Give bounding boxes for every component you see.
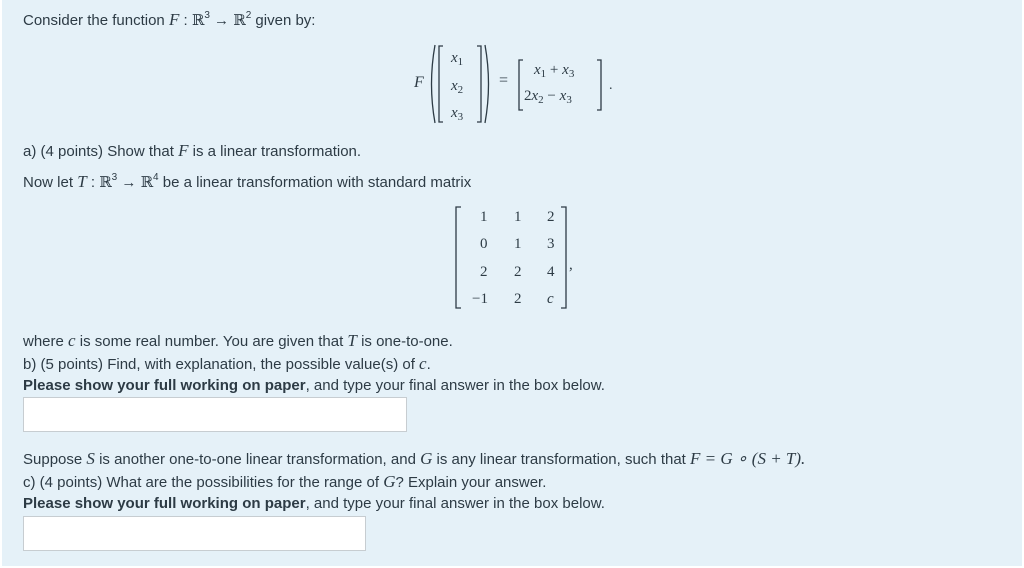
instruction-1-rest: , and type your final answer in the box below. <box>305 377 605 394</box>
instruction-line-1 <box>23 377 605 394</box>
answer-b-input[interactable] <box>23 397 407 432</box>
matrix-cell: 2 <box>547 209 555 225</box>
now-let-colon: : <box>90 174 96 191</box>
now-let-pow4: 4 <box>153 172 159 183</box>
def-row1: $x_1 + x_3$ <box>534 62 575 80</box>
left-bracket <box>439 46 443 122</box>
matrix-cell: 3 <box>547 236 555 252</box>
matrix-cell: 1 <box>514 236 522 252</box>
now-let-R1: ℝ <box>99 173 112 191</box>
instruction-1-bold: Please show your full working on paper <box>23 377 306 394</box>
part-c-post: ? Explain your answer. <box>395 474 547 491</box>
now-let-arrow: → <box>121 174 137 191</box>
intro-F: F <box>168 10 180 29</box>
matrix-cell: 4 <box>547 264 555 280</box>
now-let-pre: Now let <box>23 174 74 191</box>
def-equals: = <box>499 72 509 89</box>
intro-tail: given by: <box>255 12 316 29</box>
def-F: F <box>414 74 424 91</box>
part-b-period: . <box>426 356 431 373</box>
def-period: . <box>609 78 613 93</box>
part-b-c: c <box>419 354 427 373</box>
suppose-t2: is another one-to-one linear transformation, and <box>99 451 416 468</box>
def-x3: $x_3$ <box>451 105 464 123</box>
answer-c-input[interactable] <box>23 516 366 551</box>
right-paren <box>485 45 489 123</box>
matrix-cell: −1 <box>472 291 488 307</box>
where-mid: is some real number. You are given that <box>79 333 344 350</box>
matrix-cell: 2 <box>514 264 522 280</box>
part-a-post: is a linear transformation. <box>192 143 362 160</box>
question-panel <box>2 0 1022 566</box>
out-left-bracket <box>519 60 523 110</box>
suppose-t1: Suppose <box>23 451 83 468</box>
where-T: T <box>347 331 357 350</box>
intro-arrow: → <box>214 12 230 29</box>
intro-R1: ℝ <box>191 11 205 29</box>
matrix-cell: 2 <box>514 291 522 307</box>
left-paren <box>432 45 436 123</box>
now-let-pow3: 3 <box>111 172 118 183</box>
intro-R2: ℝ <box>233 11 246 29</box>
def-row2: $2x_2 - x_3$ <box>524 88 572 106</box>
suppose-S: S <box>86 449 95 468</box>
out-right-bracket <box>597 60 601 110</box>
part-b-pre: b) (5 points) Find, with explanation, the possible value(s) of <box>23 356 415 373</box>
matrix-cell: 1 <box>514 209 522 225</box>
intro-pow2: 2 <box>245 10 252 21</box>
part-c-line <box>23 472 546 492</box>
where-c: c <box>68 331 76 350</box>
matrix-left-bracket <box>456 207 461 308</box>
instruction-2-bold: Please show your full working on paper <box>23 495 306 512</box>
suppose-t3: is any linear transformation, such that <box>436 451 686 468</box>
part-c-G: G <box>383 472 396 491</box>
part-a-F: F <box>178 141 189 160</box>
where-line <box>23 331 453 351</box>
matrix-comma: , <box>569 257 573 273</box>
now-let-post: be a linear transformation with standard matrix <box>162 174 472 191</box>
now-let-line <box>23 172 471 192</box>
suppose-equation: F = G ∘ (S + T). <box>690 449 806 468</box>
part-b-line <box>23 354 431 374</box>
part-c-pre: c) (4 points) What are the possibilities for the range of <box>23 474 380 491</box>
matrix-right-bracket <box>561 207 566 308</box>
suppose-G: G <box>420 449 433 468</box>
matrix-cell: c <box>547 291 554 307</box>
def-x2: $x_2$ <box>451 78 464 96</box>
where-post: is one-to-one. <box>361 333 453 350</box>
right-bracket <box>477 46 481 122</box>
intro-colon: : <box>183 12 188 29</box>
def-x1: $x_1$ <box>451 50 464 68</box>
suppose-line <box>23 449 805 469</box>
standard-matrix <box>454 205 574 311</box>
intro-text: Consider the function <box>23 12 165 29</box>
matrix-cell: 1 <box>480 209 488 225</box>
matrix-cell: 2 <box>480 264 488 280</box>
instruction-2-rest: , and type your final answer in the box below. <box>305 495 605 512</box>
part-a-line <box>23 141 361 161</box>
now-let-R2: ℝ <box>140 173 154 191</box>
part-a-pre: a) (4 points) Show that <box>23 143 174 160</box>
instruction-line-2 <box>23 495 605 512</box>
function-definition <box>2 0 1022 130</box>
where-pre: where <box>23 333 64 350</box>
intro-pow3: 3 <box>204 10 210 21</box>
now-let-T: T <box>77 172 87 191</box>
matrix-cell: 0 <box>480 236 488 252</box>
